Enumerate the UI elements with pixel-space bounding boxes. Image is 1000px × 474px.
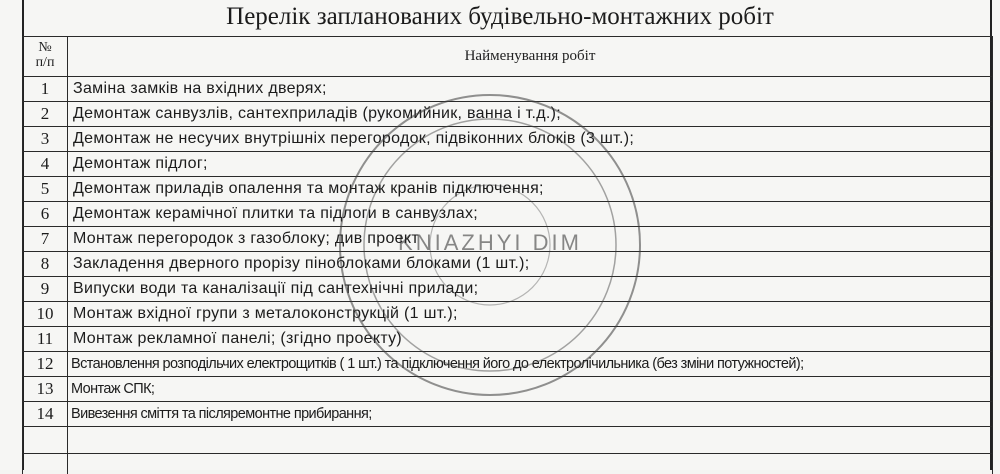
table-row [23, 77, 993, 102]
row-text: Демонтаж приладів опалення та монтаж кранів підключення; [68, 177, 993, 202]
row-number: 5 [23, 177, 68, 202]
table-row [23, 102, 993, 127]
table-row [23, 327, 993, 352]
row-text: Демонтаж санвузлів, сантехприладів (рукомийник, ванна і т.д.); [68, 102, 993, 127]
name-column-header: Найменування робіт [68, 37, 993, 77]
number-column-header [23, 37, 68, 77]
row-text: Встановлення розподільчих електрощитків ( 1 шт.) та підключення його до електролічильника (без зміни потужностей); [68, 352, 993, 377]
row-text: Монтаж вхідної групи з металоконструкцій (1 шт.); [68, 302, 993, 327]
table-row [23, 227, 993, 252]
table-row [23, 277, 993, 302]
row-text: Демонтаж керамічної плитки та підлоги в санвузлах; [68, 202, 993, 227]
row-text: Монтаж рекламної панелі; (згідно проекту) [68, 327, 993, 352]
table-row [23, 252, 993, 277]
number-label-line2: п/п [23, 55, 67, 70]
row-number: 12 [23, 352, 68, 377]
row-number: 1 [23, 77, 68, 102]
works-table [22, 36, 993, 474]
table-row-empty [23, 454, 993, 474]
table-row [23, 202, 993, 227]
row-number: 8 [23, 252, 68, 277]
row-text: Монтаж перегородок з газоблоку; див проект [68, 227, 993, 252]
row-number: 7 [23, 227, 68, 252]
table-row [23, 152, 993, 177]
number-label-line1: № [23, 40, 67, 55]
row-text: Вивезення сміття та післяремонтне прибирання; [68, 402, 993, 427]
row-text: Випуски води та каналізації під сантехнічні прилади; [68, 277, 993, 302]
table-row [23, 177, 993, 202]
table-row [23, 352, 993, 377]
table-row [23, 377, 993, 402]
row-number: 2 [23, 102, 68, 127]
stamp-text: KNIAZHYI DIM [398, 230, 582, 255]
row-text: Монтаж СПК; [68, 377, 993, 402]
row-number: 3 [23, 127, 68, 152]
table-header-row [23, 37, 993, 77]
row-text: Демонтаж не несучих внутрішніх перегородок, підвіконних блоків (3 шт.); [68, 127, 993, 152]
table-row-empty [23, 427, 993, 454]
row-text: Закладення дверного прорізу піноблоками блоками (1 шт.); [68, 252, 993, 277]
row-number: 10 [23, 302, 68, 327]
table-row [23, 402, 993, 427]
table-row [23, 127, 993, 152]
row-text: Заміна замків на вхідних дверях; [68, 77, 993, 102]
row-number: 6 [23, 202, 68, 227]
table-row [23, 302, 993, 327]
page-title: Перелік запланованих будівельно-монтажних робіт [0, 0, 1000, 37]
row-number: 13 [23, 377, 68, 402]
row-number: 9 [23, 277, 68, 302]
row-number: 4 [23, 152, 68, 177]
row-number: 11 [23, 327, 68, 352]
row-number: 14 [23, 402, 68, 427]
row-text: Демонтаж підлог; [68, 152, 993, 177]
